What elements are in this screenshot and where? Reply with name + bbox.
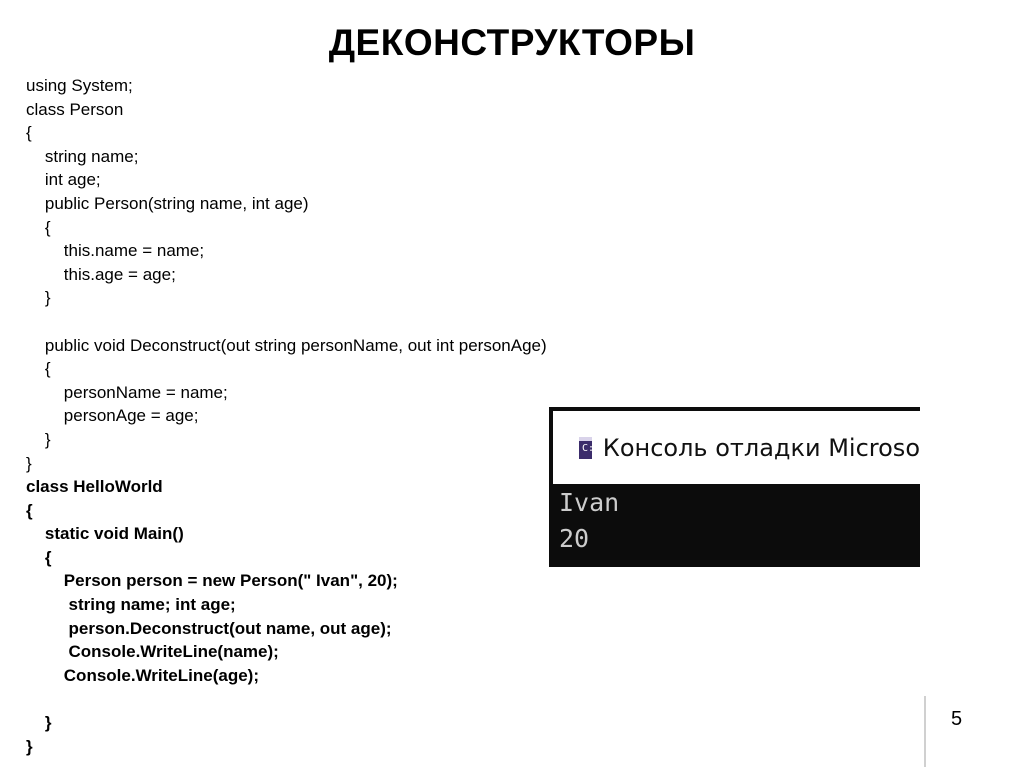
code-line: string name; int age; — [26, 595, 236, 615]
code-line: } — [26, 736, 33, 756]
console-icon-label: C:\ — [582, 442, 601, 454]
code-line: { — [26, 217, 51, 237]
code-line: using System; — [26, 76, 133, 95]
console-title: Консоль отладки Microso — [602, 433, 920, 462]
code-line: person.Deconstruct(out name, out age); — [26, 618, 392, 638]
code-line — [26, 310, 547, 334]
code-line: } — [26, 429, 51, 449]
code-line: public void Deconstruct(out string personName, out int personAge) — [26, 335, 547, 355]
console-app-icon — [579, 437, 601, 459]
code-line: public Person(string name, int age) — [26, 193, 309, 213]
code-listing — [26, 74, 547, 758]
console-output-line: Ivan — [559, 488, 620, 517]
code-line: } — [26, 453, 32, 473]
code-line: personAge = age; — [26, 406, 199, 426]
code-line — [26, 687, 547, 711]
code-line: } — [26, 713, 52, 733]
code-line: Console.WriteLine(age); — [26, 665, 259, 685]
console-titlebar — [553, 411, 920, 484]
code-line: personName = name; — [26, 382, 228, 402]
console-window-screenshot — [549, 407, 920, 567]
console-output — [559, 485, 619, 557]
code-line: Person person = new Person(" Ivan", 20); — [26, 571, 398, 591]
slide-title: ДЕКОНСТРУКТОРЫ — [328, 22, 696, 63]
page-number: 5 — [951, 708, 963, 730]
code-line: this.age = age; — [26, 264, 176, 284]
code-line: class HelloWorld — [26, 477, 163, 497]
code-line: class Person — [26, 99, 124, 119]
code-line: { — [26, 547, 52, 567]
code-line: { — [26, 359, 51, 379]
code-line: } — [26, 288, 51, 308]
code-line: this.name = name; — [26, 241, 205, 261]
code-line: Console.WriteLine(name); — [26, 642, 279, 662]
code-line: string name; — [26, 146, 139, 166]
code-line: { — [26, 500, 33, 520]
code-line: int age; — [26, 170, 101, 190]
code-line: { — [26, 123, 32, 143]
divider — [924, 696, 926, 767]
code-line: static void Main() — [26, 524, 184, 544]
console-output-line: 20 — [559, 524, 590, 553]
